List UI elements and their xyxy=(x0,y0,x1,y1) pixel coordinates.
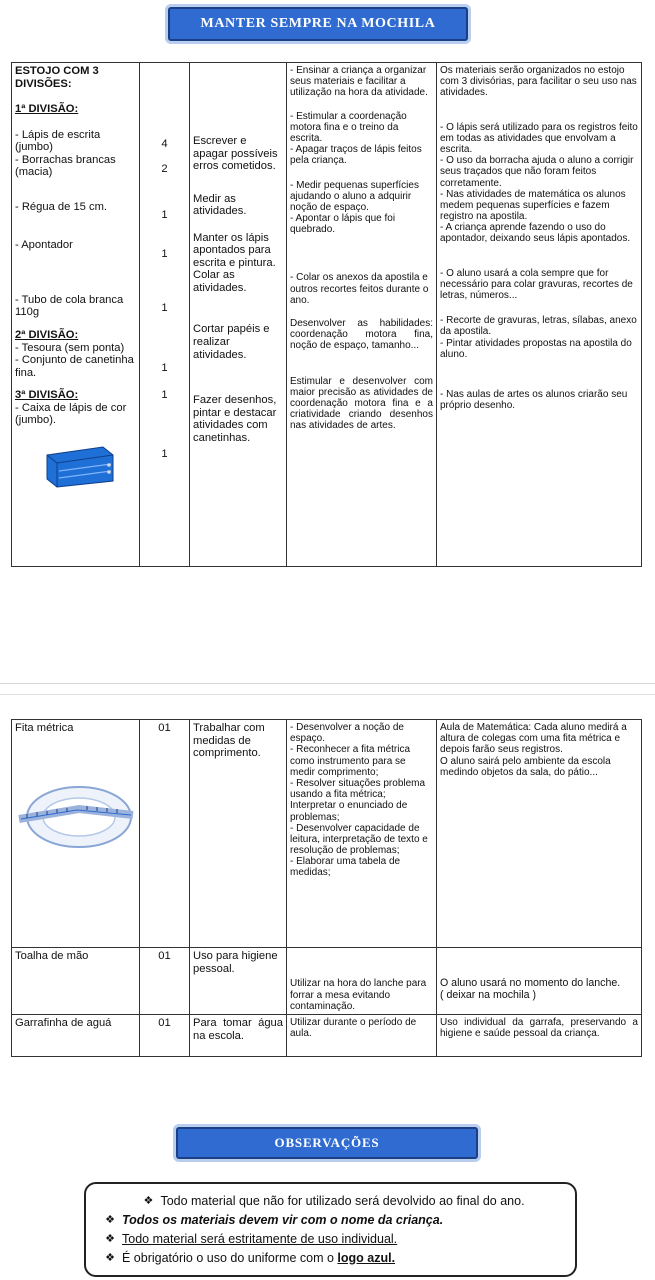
list-item xyxy=(96,1248,565,1267)
div2-heading: 2ª DIVISÃO: xyxy=(15,329,79,342)
obj-colar: - Colar os anexos da apostila e outros recortes feitos durante o ano. xyxy=(290,272,429,306)
diamond-bullet-icon: ❖ xyxy=(143,1195,154,1207)
use-cortar: Cortar papéis e realizar atividades. xyxy=(193,323,270,361)
materials-table-1 xyxy=(11,62,642,567)
estojo-note: Os materiais serão organizados no estojo com 3 divisórias, para facilitar o seu uso nas atividades. xyxy=(440,65,637,99)
use-cell xyxy=(190,720,287,948)
observacoes-title: OBSERVAÇÕES xyxy=(274,1135,380,1150)
item-borrachas: - Borrachas brancas (macia) xyxy=(15,153,116,179)
qty-canetinha: 1 xyxy=(161,389,168,402)
page-title-banner xyxy=(168,7,468,41)
objective-cell xyxy=(287,1015,437,1057)
note-cell xyxy=(437,720,642,948)
obj-toalha: Utilizar na hora do lanche para forrar a mesa evitando contaminação. xyxy=(290,978,427,1012)
item-tesoura: - Tesoura (sem ponta) xyxy=(15,341,125,354)
qty-lapis: 4 xyxy=(161,138,168,150)
item-cell xyxy=(12,720,140,948)
use-fita: Trabalhar com medidas de comprimento. xyxy=(193,722,265,760)
note-garrafinha: Uso individual da garrafa, preservando a higiene e saúde pessoal da criança. xyxy=(440,1017,638,1040)
obj-fita: - Desenvolver a noção de espaço. - Reconhecer a fita métrica como instrumento para se medir comprimento; - Resolver situações problema usando a fita métrica; Interpretar o enunciado de problemas; - Desenvolver capacidade de leitura, interpretação de texto e resolução de problemas; - Elaborar uma tabela de medidas; xyxy=(290,722,428,879)
list-item xyxy=(96,1229,565,1248)
use-escrever: Escrever e apagar possíveis erros cometidos. xyxy=(193,135,278,173)
page-title: MANTER SEMPRE NA MOCHILA xyxy=(200,16,436,31)
note-recorte: - Recorte de gravuras, letras, sílabas, anexo da apostila. - Pintar atividades propostas na apostila do aluno. xyxy=(440,315,637,360)
objective-cell xyxy=(287,63,437,567)
note-cola: - O aluno usará a cola sempre que for necessário para colar gravuras, recortes de letras, números... xyxy=(440,267,633,301)
use-colar: Colar as atividades. xyxy=(193,269,247,294)
page-divider xyxy=(0,683,655,684)
obj-garrafinha: Utilizar durante o período de aula. xyxy=(290,1017,417,1040)
item-cell xyxy=(12,1015,140,1057)
qty-borrachas: 2 xyxy=(161,162,168,175)
pencil-case-icon xyxy=(43,441,115,489)
note-text: Todo material que não for utilizado será devolvido ao final do ano. xyxy=(160,1193,525,1208)
item-fita-metrica: Fita métrica xyxy=(15,722,74,734)
item-toalha: Toalha de mão xyxy=(15,950,89,962)
measuring-tape-icon xyxy=(17,779,135,853)
qty-cell xyxy=(140,1015,190,1057)
list-item xyxy=(96,1191,565,1210)
item-caixa-lapis: - Caixa de lápis de cor (jumbo). xyxy=(15,401,127,427)
observacoes-list xyxy=(84,1182,577,1277)
item-cell xyxy=(12,948,140,1015)
obj-coordenacao: - Estimular a coordenação motora fina e o treino da escrita. xyxy=(290,110,407,144)
qty-cell xyxy=(140,948,190,1015)
diamond-bullet-icon: ❖ xyxy=(105,1214,115,1226)
items-cell xyxy=(12,63,140,567)
estojo-title: ESTOJO COM 3 DIVISÕES: xyxy=(15,65,99,90)
use-cell xyxy=(190,1015,287,1057)
use-medir: Medir as atividades. xyxy=(193,192,247,218)
table-row xyxy=(12,63,642,567)
item-regua: - Régua de 15 cm. xyxy=(15,200,108,213)
qty-toalha: 01 xyxy=(158,950,171,962)
note-text: É obrigatório o uso do uniforme com o xyxy=(122,1250,338,1265)
item-garrafinha: Garrafinha de aguá xyxy=(15,1017,112,1029)
note-toalha: O aluno usará no momento do lanche. ( deixar na mochila ) xyxy=(440,977,621,1002)
diamond-bullet-icon: ❖ xyxy=(105,1252,115,1264)
qty-cell xyxy=(140,63,190,567)
logo-azul-text: logo azul. xyxy=(337,1250,396,1265)
list-item xyxy=(96,1210,565,1229)
note-fita: Aula de Matemática: Cada aluno medirá a altura de colegas com uma fita métrica e depois farão seus registros. O aluno sairá pelo ambiente da escola medindo objetos da sala, do pátio... xyxy=(440,722,627,778)
item-canetinha: - Conjunto de canetinha fina. xyxy=(15,354,134,379)
use-manter: Manter os lápis apontados para escrita e pintura. xyxy=(193,231,276,269)
use-garrafinha: Para tomar água na escola. xyxy=(193,1017,283,1042)
div3-heading: 3ª DIVISÃO: xyxy=(15,389,79,402)
table-row xyxy=(12,1015,642,1057)
note-text: Todos os materiais devem vir com o nome da criança. xyxy=(122,1212,444,1227)
qty-fita: 01 xyxy=(158,722,171,734)
item-cola: - Tubo de cola branca 110g xyxy=(15,293,124,319)
item-lapis: - Lápis de escrita (jumbo) xyxy=(15,128,101,154)
objective-cell xyxy=(287,948,437,1015)
use-fazer: Fazer desenhos, pintar e destacar atividades com canetinhas. xyxy=(193,394,277,444)
estojo-objective: - Ensinar a criança a organizar seus materiais e facilitar a utilização na hora da atividade. xyxy=(290,65,428,99)
note-apontador: - A criança aprende fazendo o uso do apontador, deixando seus lápis apontados. xyxy=(440,222,631,245)
qty-cell xyxy=(140,720,190,948)
div1-heading: 1ª DIVISÃO: xyxy=(15,103,79,116)
objective-cell xyxy=(287,720,437,948)
obj-estimular: Estimular e desenvolver com maior precisão as atividades de coordenação motora fina e a criatividade criando desenhos nas atividades de artes. xyxy=(290,375,433,432)
item-apontador: - Apontador xyxy=(15,239,73,252)
diamond-bullet-icon: ❖ xyxy=(105,1233,115,1245)
note-lapis: - O lápis será utilizado para os registros feito em todas as atividades que envolvam a escrita. xyxy=(440,121,638,155)
note-regua: - Nas atividades de matemática os alunos medem pequenas superfícies e fazem registro na apostila. xyxy=(440,188,626,223)
qty-cola: 1 xyxy=(161,302,168,315)
qty-caixa: 1 xyxy=(161,447,168,460)
obj-medir: - Medir pequenas superfícies ajudando o aluno a adquirir noção de espaço. xyxy=(290,179,419,213)
note-cell xyxy=(437,948,642,1015)
obj-apagar: - Apagar traços de lápis feitos pela criança. xyxy=(290,144,422,167)
qty-regua: 1 xyxy=(161,209,168,222)
obj-apontar: - Apontar o lápis que foi quebrado. xyxy=(290,213,396,236)
table-row xyxy=(12,948,642,1015)
note-text: Todo material será estritamente de uso individual. xyxy=(122,1231,398,1246)
obj-desenvolver: Desenvolver as habilidades: coordenação motora fina, noção de espaço, tamanho... xyxy=(290,318,433,352)
qty-garrafinha: 01 xyxy=(158,1017,171,1029)
use-toalha: Uso para higiene pessoal. xyxy=(193,950,278,975)
materials-table-2 xyxy=(11,719,642,1057)
qty-apontador: 1 xyxy=(161,247,168,260)
note-cell xyxy=(437,63,642,567)
note-artes: - Nas aulas de artes os alunos criarão seu próprio desenho. xyxy=(440,388,628,412)
use-cell xyxy=(190,63,287,567)
note-borracha: - O uso da borracha ajuda o aluno a corrigir seus traçados que não foram feitos corretamente. xyxy=(440,155,634,189)
table-row xyxy=(12,720,642,948)
qty-tesoura: 1 xyxy=(161,361,168,374)
page-divider xyxy=(0,694,655,695)
note-cell xyxy=(437,1015,642,1057)
observacoes-banner xyxy=(176,1127,478,1159)
use-cell xyxy=(190,948,287,1015)
